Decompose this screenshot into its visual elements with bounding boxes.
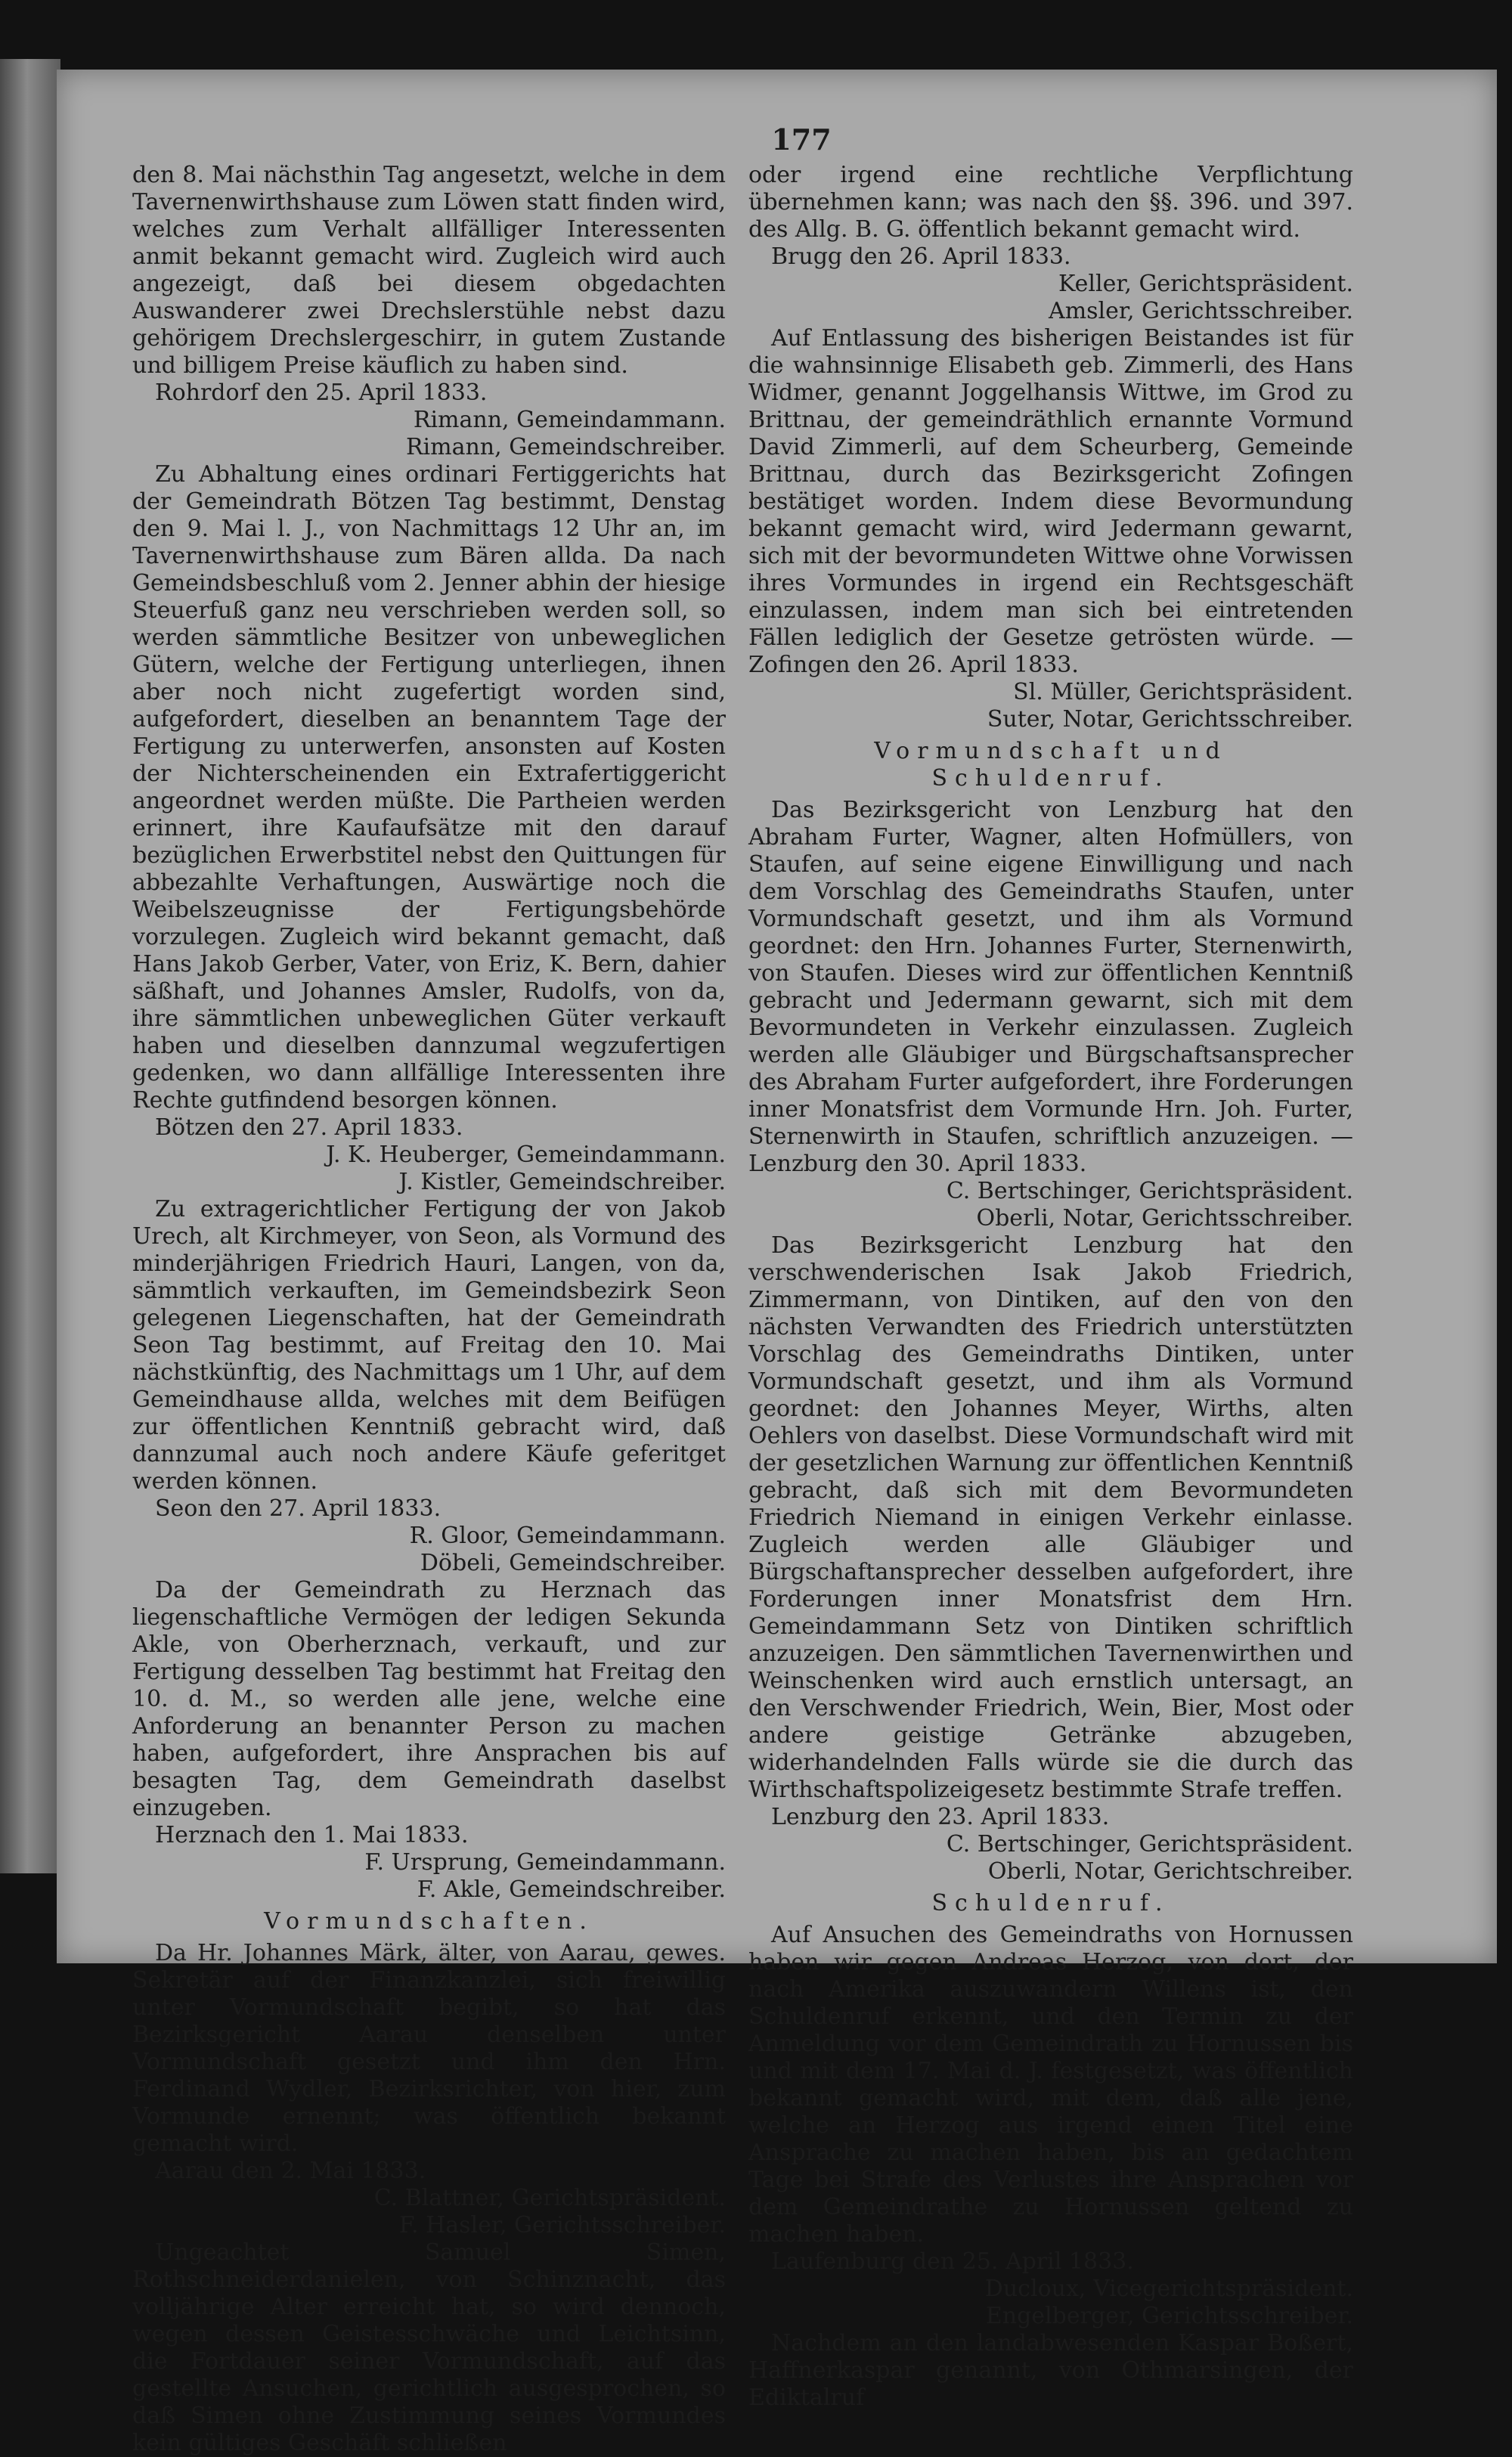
notice-laufenburg-signature-1: Ducloux, Vicegerichtspräsident. <box>984 2276 1353 2302</box>
notice-brugg-signature-2: Amsler, Gerichtsschreiber. <box>1049 298 1353 324</box>
notice-aarau-text: Da Hr. Johannes Märk, älter, von Aarau, gewes. Sekretär auf der Finanzkanzlei, sich freiwillig unter Vormundschaft begibt, so hat das Bezirksgericht Aarau denselben unter Vormundschaft gesetzt und ihm den Hrn. Ferdinand Wydler, Bezirksrichter, von hier, zum Vormunde ernennt; was öffentlich bekannt gemacht wird. <box>132 1940 726 2157</box>
notice-brugg-text: oder irgend eine rechtliche Verpflichtung übernehmen kann; was nach den §§. 396. und 397. des Allg. B. G. öffentlich bekannt gemacht wird. <box>748 162 1353 243</box>
notice-laufenburg-text: Auf Ansuchen des Gemeindraths von Hornussen haben wir gegen Andreas Herzog, von dort, der nach Amerika auszuwandern Willens ist, den Schuldenruf erkennt, und den Termin zu der Anmeldung vor dem Gemeindrath zu Hornussen bis und mit dem 17. Mai d. J. festgesetzt, was öffentlich bekannt gemacht wird, mit dem, daß alle jene, welche an Herzog aus irgend einen Titel eine Ansprache zu machen haben, bis an gedachtem Tage bei Strafe des Verlustes ihre Ansprachen vor dem Gemeindrathe zu Hornussen geltend zu machen haben. <box>748 1922 1353 2248</box>
section-heading-schuldenruf: Schuldenruf. <box>931 1890 1170 1916</box>
notice-herznach-signature-1: F. Ursprung, Gemeindammann. <box>364 1849 726 1876</box>
left-column <box>132 162 726 2457</box>
notice-boetzen-signature-1: J. K. Heuberger, Gemeindammann. <box>326 1142 726 1168</box>
notice-herznach-text: Da der Gemeindrath zu Herznach das liegenschaftliche Vermögen der ledigen Sekunda Akle, von Oberherznach, verkauft, und zur Fertigung desselben Tag bestimmt hat Freitag den 10. d. M., so werden alle jene, welche eine Anforderung an benannter Person zu machen haben, aufgefordert, ihre Ansprachen bis auf besagten Tag, dem Gemeindrath daselbst einzugeben. <box>132 1577 726 1821</box>
notice-aarau-dateline: Aarau den 2. Mai 1833. <box>155 2158 426 2184</box>
notice-seon-text: Zu extragerichtlicher Fertigung der von Jakob Urech, alt Kirchmeyer, von Seon, als Vormund des minderjährigen Friedrich Hauri, Langen, von da, sämmtlich verkauften, im Gemeindsbezirk Seon gelegenen Liegenschaften, hat der Gemeindrath Seon Tag bestimmt, auf Freitag den 10. Mai nächstkünftig, des Nachmittags um 1 Uhr, auf dem Gemeindhause allda, welches mit dem Beifügen zur öffentlichen Kenntniß gebracht wird, daß dannzumal auch noch andere Käufe geferitget werden können. <box>132 1196 726 1495</box>
notice-lenzburg-friedrich-signature-1: C. Bertschinger, Gerichtspräsident. <box>946 1831 1353 1857</box>
notice-rohrdorf-dateline: Rohrdorf den 25. April 1833. <box>155 380 488 406</box>
right-column <box>748 162 1353 2412</box>
notice-lenzburg-furter-signature-2: Oberli, Notar, Gerichtsschreiber. <box>976 1205 1353 1232</box>
section-heading-vormundschaften: Vormundschaften. <box>264 1908 594 1935</box>
notice-lenzburg-furter-signature-1: C. Bertschinger, Gerichtspräsident. <box>946 1178 1353 1204</box>
notice-seon-signature-1: R. Gloor, Gemeindammann. <box>409 1523 726 1549</box>
notice-zofingen-signature-1: Sl. Müller, Gerichtspräsident. <box>1013 679 1353 705</box>
section-heading-vormundschaft-schuldenruf: Vormundschaft und Schuldenruf. <box>874 738 1228 792</box>
notice-brugg-signature-1: Keller, Gerichtspräsident. <box>1058 271 1353 297</box>
notice-othmarsingen-text: Nachdem an den landabwesenden Kaspar Boßert, Haffnerkaspar genannt, von Othmarsingen, der Ediktalruf <box>748 2330 1353 2411</box>
notice-lenzburg-friedrich-dateline: Lenzburg den 23. April 1833. <box>771 1804 1110 1830</box>
notice-rohrdorf-signature-2: Rimann, Gemeindschreiber. <box>405 434 726 460</box>
notice-herznach-dateline: Herznach den 1. Mai 1833. <box>155 1822 469 1848</box>
notice-boetzen-text: Zu Abhaltung eines ordinari Fertiggerichts hat der Gemeindrath Bötzen Tag bestimmt, Denstag den 9. Mai l. J., von Nachmittags 12 Uhr an, im Tavernenwirthshause zum Bären allda. Da nach Gemeindsbeschluß vom 2. Jenner abhin der hiesige Steuerfuß ganz neu verschrieben werden soll, so werden sämmtliche Besitzer von unbeweglichen Gütern, welche der Fertigung unterliegen, ihnen aber noch nicht zugefertigt worden sind, aufgefordert, dieselben an benanntem Tage der Fertigung zu unterwerfen, ansonsten auf Kosten der Nichterscheinenden ein Extrafertiggericht angeordnet werden müßte. Die Partheien werden erinnert, ihre Kaufaufsätze mit den darauf bezüglichen Erwerbstitel nebst den Quittungen für abbezahlte Verhaftungen, Auswärtige noch die Weibelszeugnisse der Fertigungsbehörde vorzulegen. Zugleich wird bekannt gemacht, daß Hans Jakob Gerber, Vater, von Eriz, K. Bern, dahier säßhaft, und Johannes Amsler, Rudolfs, von da, ihre sämmtlichen unbeweglichen Güter verkauft haben und dieselben dannzumal wegzufertigen gedenken, wo dann allfällige Interessenten ihre Rechte gutfindend besorgen können. <box>132 461 726 1114</box>
page-number: 177 <box>771 122 832 156</box>
notice-brugg-dateline: Brugg den 26. April 1833. <box>771 243 1071 270</box>
notice-seon-dateline: Seon den 27. April 1833. <box>155 1495 442 1522</box>
notice-aarau-signature-1: C. Blattner, Gerichtspräsident. <box>373 2185 726 2211</box>
notice-zofingen-text: Auf Entlassung des bisherigen Beistandes ist für die wahnsinnige Elisabeth geb. Zimmerli, des Hans Widmer, genannt Joggelhansis Wittwe, im Grod zu Brittnau, der gemeindräthlich ernannte Vormund David Zimmerli, auf dem Scheurberg, Gemeinde Brittnau, durch das Bezirksgericht Zofingen bestätiget worden. Indem diese Bevormundung bekannt gemacht wird, wird Jedermann gewarnt, sich mit der bevormundeten Wittwe ohne Vorwissen ihres Vormundes in irgend ein Rechtsgeschäft einzulassen, indem man sich bei eintretenden Fällen lediglich der Gesetze getrösten würde. — Zofingen den 26. April 1833. <box>748 325 1353 678</box>
notice-seon-signature-2: Döbeli, Gemeindschreiber. <box>420 1550 726 1576</box>
notice-rohrdorf-text: den 8. Mai nächsthin Tag angesetzt, welche in dem Tavernenwirthshause zum Löwen statt finden wird, welches zum Verhalt allfälliger Interessenten anmit bekannt gemacht wird. Zugleich wird auch angezeigt, daß bei diesem obgedachten Auswanderer zwei Drechslerstühle nebst dazu gehörigem Drechslergeschirr, in gutem Zustande und billigem Preise käuflich zu haben sind. <box>132 162 726 379</box>
notice-laufenburg-signature-2: Engelberger, Gerichtsschreiber. <box>985 2303 1353 2329</box>
notice-simen-text: Ungeachtet Samuel Simen, Rothschneiderdanielen, von Schinznacht, das volljährige Alter erreicht hat, so wird dennoch, wegen dessen Geistesschwäche und Leichtsinn, die Fortdauer seiner Vormundschaft, auf das gestellte Ansuchen, gerichtlich ausgesprochen, so daß Simen ohne Zustimmung seines Vormundes kein gültiges Geschäft schließen <box>132 2239 726 2456</box>
notice-lenzburg-friedrich-text: Das Bezirksgericht Lenzburg hat den verschwenderischen Isak Jakob Friedrich, Zimmermann, von Dintiken, auf den von den nächsten Verwandten des Friedrich unterstützten Vorschlag des Gemeindraths Dintiken, unter Vormundschaft gesetzt, und ihm als Vormund geordnet: den Johannes Meyer, Wirths, alten Oehlers von daselbst. Diese Vormundschaft wird mit der gesetzlichen Warnung zur öffentlichen Kenntniß gebracht, daß sich mit dem Bevormundeten Friedrich Niemand in einigen Verkehr einlasse. Zugleich werden alle Gläubiger und Bürgschaftansprecher desselben aufgefordert, ihre Forderungen inner Monatsfrist dem Hrn. Gemeindammann Setz von Dintiken schriftlich anzuzeigen. Den sämmtlichen Tavernenwirthen und Weinschenken wird auch ernstlich untersagt, an den Verschwender Friedrich, Wein, Bier, Most oder andere geistige Getränke abzugeben, widerhandelnden Falls würde sie die durch das Wirthschaftspolizeigesetz bestimmte Strafe treffen. <box>748 1232 1353 1803</box>
notice-laufenburg-dateline: Laufenburg den 25. April 1833. <box>771 2248 1134 2275</box>
notice-herznach-signature-2: F. Akle, Gemeindschreiber. <box>417 1876 726 1903</box>
notice-lenzburg-furter-text: Das Bezirksgericht von Lenzburg hat den Abraham Furter, Wagner, alten Hofmüllers, von Staufen, auf seine eigene Einwilligung und nach dem Vorschlag des Gemeindraths Staufen, unter Vormundschaft gesetzt, und ihm als Vormund geordnet: den Hrn. Johannes Furter, Sternenwirth, von Staufen. Dieses wird zur öffentlichen Kenntniß gebracht und Jedermann gewarnt, sich mit dem Bevormundeten in Verkehr einzulassen. Zugleich werden alle Gläubiger und Bürgschaftsansprecher des Abraham Furter aufgefordert, ihre Forderungen inner Monatsfrist dem Vormunde Hrn. Joh. Furter, Sternenwirth in Staufen, schriftlich anzuzeigen. — Lenzburg den 30. April 1833. <box>748 797 1353 1177</box>
notice-aarau-signature-2: F. Hasler, Gerichtsschreiber. <box>398 2212 726 2239</box>
notice-zofingen-signature-2: Suter, Notar, Gerichtsschreiber. <box>987 706 1353 733</box>
notice-boetzen-signature-2: J. Kistler, Gemeindschreiber. <box>398 1169 726 1195</box>
scan-background-left <box>0 59 60 1873</box>
notice-rohrdorf-signature-1: Rimann, Gemeindammann. <box>413 407 726 433</box>
notice-lenzburg-friedrich-signature-2: Oberli, Notar, Gerichtschreiber. <box>987 1858 1353 1885</box>
newspaper-page <box>57 70 1497 2456</box>
notice-boetzen-dateline: Bötzen den 27. April 1833. <box>155 1114 463 1141</box>
